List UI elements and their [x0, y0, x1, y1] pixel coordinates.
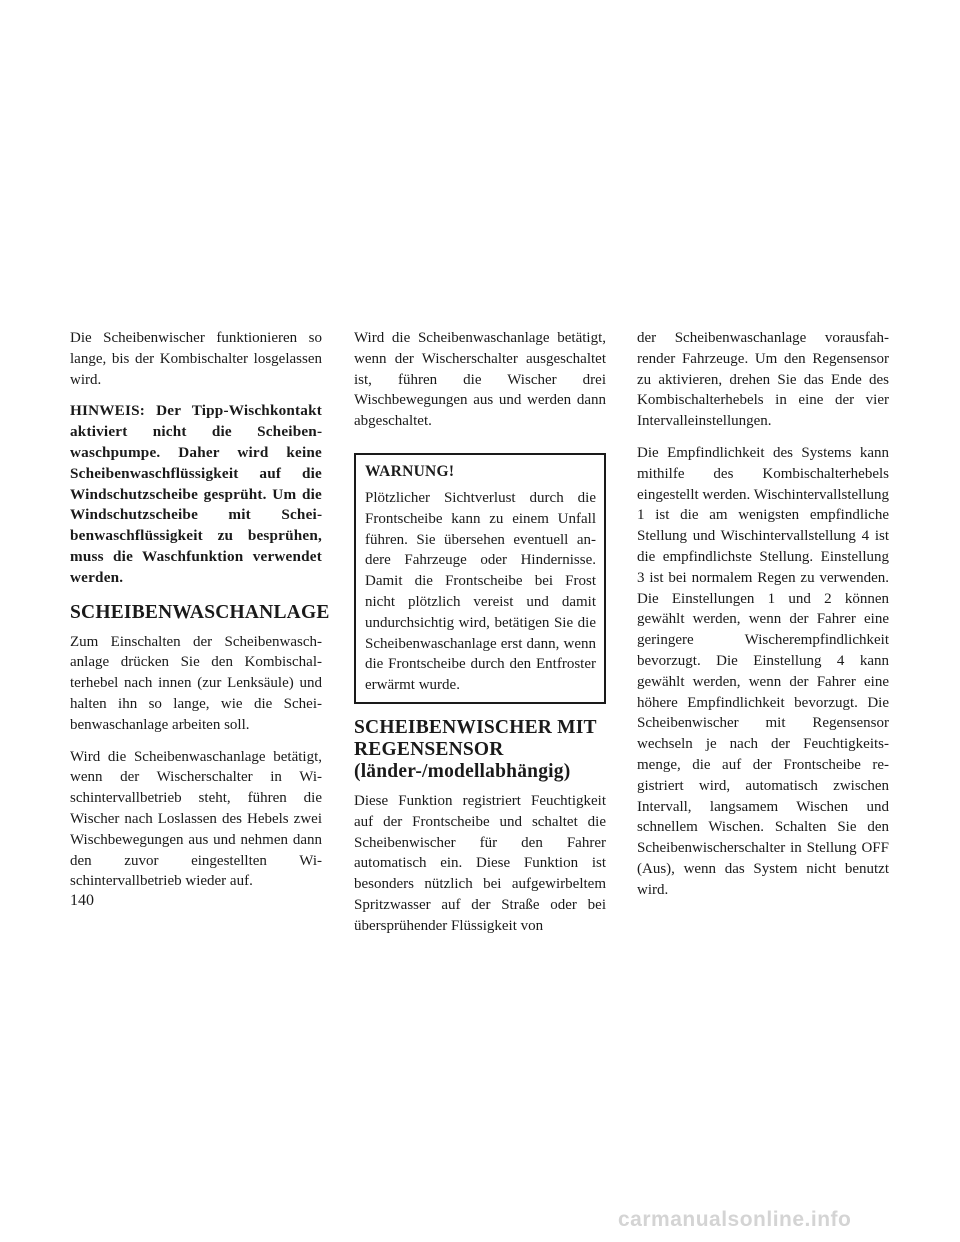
- heading-washer-system: SCHEIBENWASCHANLAGE: [70, 601, 330, 623]
- paragraph-wiper-duration: Die Scheibenwischer funktionieren so lange, bis der Kombischalter losgelassen wird.: [70, 330, 322, 388]
- paragraph-washer-activation: Zum Einschalten der Scheibenwaschanlage drücken Sie den Kombischalterhebel nach innen (zur Lenksäule) und halten ihn so lange, wie die Scheibenwaschanlage arbeiten soll.: [70, 633, 322, 733]
- paragraph-rain-sensor-intro: Diese Funktion registriert Feuchtigkeit auf der Frontscheibe und schaltet die Scheibenwischer für den Fahrer automatisch ein. Diese Funktion ist besonders nützlich bei aufgewirbeltem Spritzwasser auf der Straße oder bei übersprühender Flüssigkeit von: [354, 792, 606, 934]
- paragraph-rain-sensor-sensitivity: Die Empfindlichkeit des Systems kann mithilfe des Kombischalterhebels eingestellt werden. Wischintervallstellung 1 ist die am wenigsten empfindliche Stellung und Wischintervallstellung 4 ist die empfindlichste Stellung. Einstellung 3 ist bei normalem Regen zu verwenden. Die Einstellungen 1 und 2 können gewählt werden, wenn der Fahrer eine geringere Wischerempfindlichkeit bevorzugt. Die Einstellung 4 kann gewählt werden, wenn der Fahrer eine höhere Empfindlichkeit bevorzugt. Die Scheibenwischer mit Regensensor wechseln je nach der Feuchtigkeitsmenge, die auf der Frontscheibe registriert wird, automatisch zwischen Intervall, langsamem Wischen und schnellem Wischen. Schalten Sie den Scheibenwischerschalter in Stellung OFF (Aus), wenn das System nicht benutzt wird.: [637, 444, 889, 898]
- heading-rain-sensor-line2: REGENSENSOR: [354, 738, 504, 760]
- column-left: [70, 328, 330, 903]
- page-number: 140: [70, 892, 94, 909]
- heading-rain-sensor-line3: (länder-/modellabhängig): [354, 760, 571, 782]
- column-right: [637, 328, 889, 912]
- column-middle: [354, 328, 606, 948]
- heading-rain-sensor-line1: SCHEIBENWISCHER MIT: [354, 716, 597, 738]
- heading-rain-sensor: [354, 717, 606, 783]
- watermark: carmanualsonline.info: [618, 1208, 852, 1231]
- note-mist-wipe: HINWEIS: Der Tipp-Wischkontakt aktiviert nicht die Scheibenwaschpumpe. Daher wird keine Scheibenwaschflüssigkeit auf die Windschutzscheibe gesprüht. Um die Windschutzscheibe mit Scheibenwaschflüssigkeit zu besprühen, muss die Waschfunktion verwendet werden.: [70, 402, 322, 586]
- warning-text: Plötzlicher Sichtverlust durch die Frontscheibe kann zu einem Unfall führen. Sie übersehen eventuell andere Fahrzeuge oder Hindernisse. Damit die Frontscheibe bei Frost nicht plötzlich vereist und damit undurchsichtig wird, betätigen Sie die Scheibenwaschanlage erst dann, wenn die Frontscheibe durch den Entfroster erwärmt wurde.: [365, 489, 596, 694]
- paragraph-rain-sensor-activate: der Scheibenwaschanlage vorausfahrender Fahrzeuge. Um den Regensensor zu aktivieren, drehen Sie das Ende des Kombischalterhebels in eine der vier Intervalleinstellungen.: [637, 330, 889, 430]
- paragraph-washer-interval: Wird die Scheibenwaschanlage betätigt, wenn der Wischerschalter in Wischintervallbetrieb steht, führen die Wischer nach Loslassen des Hebels zwei Wischbewegungen aus und nehmen dann den zuvor eingestellten Wischintervallbetrieb wieder auf.: [70, 748, 322, 890]
- warning-box: [354, 453, 606, 704]
- warning-title: WARNUNG!: [365, 462, 455, 480]
- paragraph-washer-off: Wird die Scheibenwaschanlage betätigt, wenn der Wischerschalter ausgeschaltet ist, führen die Wischer drei Wischbewegungen aus und werden dann abgeschaltet.: [354, 330, 606, 430]
